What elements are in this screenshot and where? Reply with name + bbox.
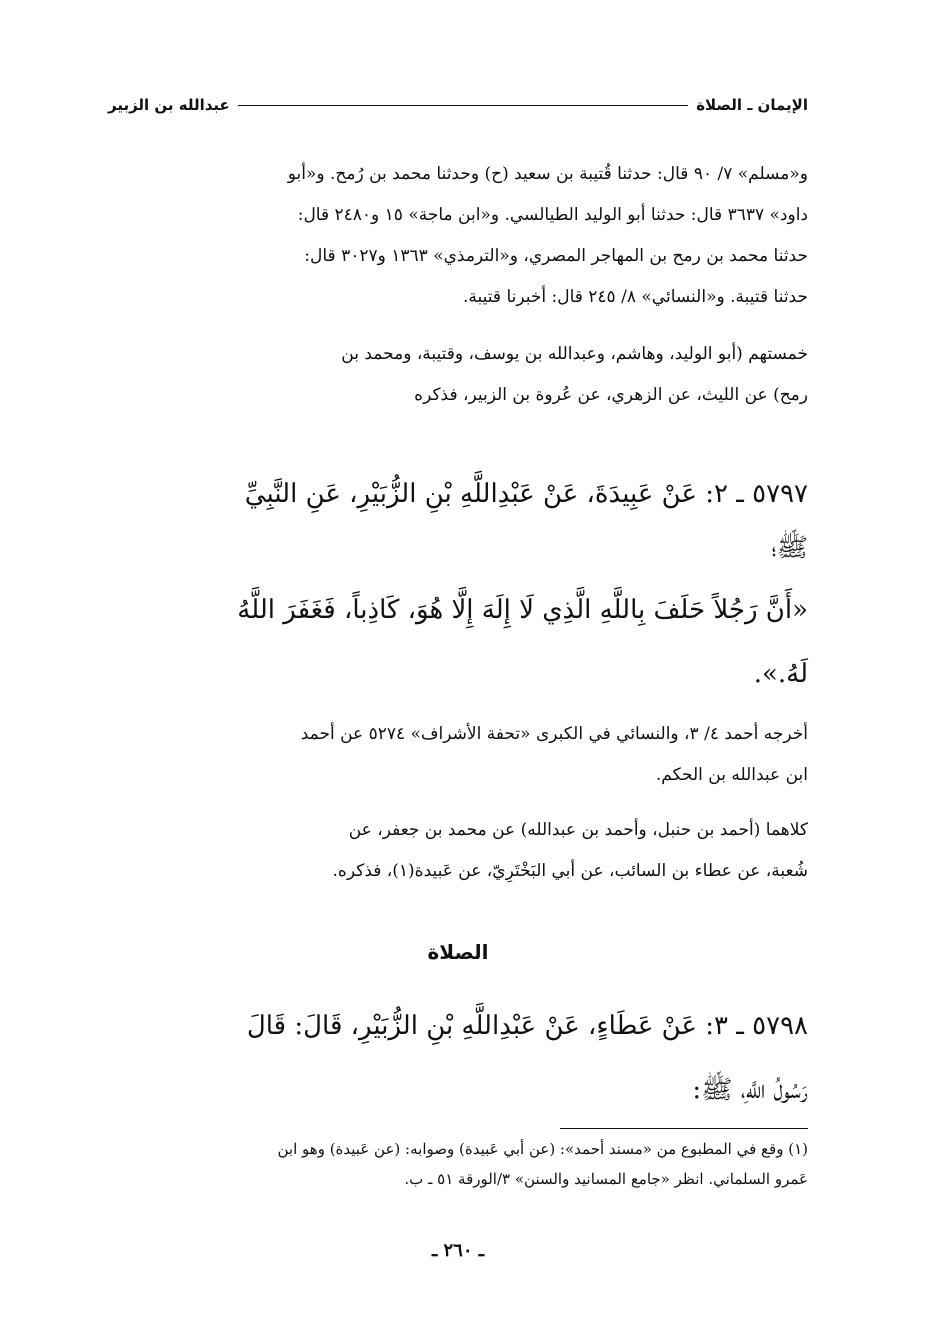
running-head-narrator: عبدالله بن الزبير: [108, 96, 230, 114]
text-line: ٥٧٩٧ ـ ٢: عَنْ عَبِيدَةَ، عَنْ عَبْدِاللَّهِ بْنِ الزُّبَيْرِ، عَنِ النَّبِيِّ: [244, 479, 808, 509]
text-line: رمح) عن الليث، عن الزهري، عن عُروة بن الزبير، فذكره: [414, 385, 808, 405]
footnote-line: (١) وقع في المطبوع من «مسند أحمد»: (عن أبي عَبيدة) وصوابه: (عن عَبيدة) وهو ابن: [277, 1140, 808, 1158]
running-head-chapter: الإيمان ـ الصلاة: [696, 96, 808, 114]
text-line: رَسُولُ اللَّهِ، ﷺ:: [692, 1075, 808, 1105]
text-line: كلاهما (أحمد بن حنبل، وأحمد بن عبدالله) عن محمد بن جعفر، عن: [348, 820, 808, 840]
text-line: شُعبة، عن عطاء بن السائب، عن أبي البَخْتَرِيّ، عن عَبيدة(١)، فذكره.: [332, 861, 808, 881]
hadith-5797-matn: [108, 578, 808, 706]
page-number: ـ ٢٦٠ ـ: [431, 1240, 485, 1261]
text-line: لَهُ.».: [753, 659, 808, 689]
footnote-separator: [560, 1128, 808, 1129]
text-line: أخرجه أحمد ٤/ ٣، والنسائي في الكبرى «تحفة الأشراف» ٥٢٧٤ عن أحمد: [300, 724, 808, 744]
hadith-5798: [108, 994, 808, 1122]
running-head-rule: [238, 105, 688, 106]
text-line: داود» ٣٦٣٧ قال: حدثنا أبو الوليد الطيالسي. و«ابن ماجة» ١٥ و٢٤٨٠ قال:: [297, 205, 808, 225]
running-head: [108, 92, 808, 118]
references-paragraph: [108, 154, 808, 318]
section-title: الصلاة: [427, 940, 489, 964]
takhrij-chain-paragraph: [108, 810, 808, 892]
text-line: و«مسلم» ٧/ ٩٠ قال: حدثنا قُتيبة بن سعيد (ح) وحدثنا محمد بن رُمح. و«أبو: [287, 164, 808, 184]
text-line: حدثنا قتيبة. و«النسائي» ٨/ ٢٤٥ قال: أخبرنا قتيبة.: [463, 287, 808, 307]
footnote: [108, 1134, 808, 1194]
footnote-line: عَمرو السلماني. انظر «جامع المسانيد والسنن» ٣/الورقة ٥١ ـ ب.: [404, 1170, 808, 1188]
text-line: ﷺ؛: [771, 533, 808, 563]
text-line: «أَنَّ رَجُلاً حَلَفَ بِاللَّهِ الَّذِي لَا إِلَهَ إِلَّا هُوَ، كَاذِباً، فَغَفَرَ اللَّهُ: [237, 595, 808, 625]
text-line: ابن عبدالله بن الحكم.: [655, 765, 808, 785]
chain-summary-paragraph: [108, 334, 808, 416]
hadith-5797-isnad: [108, 462, 808, 570]
takhrij-paragraph: [108, 714, 808, 796]
text-line: حدثنا محمد بن رمح بن المهاجر المصري، و«الترمذي» ١٣٦٣ و٣٠٢٧ قال:: [304, 246, 808, 266]
text-line: خمستهم (أبو الوليد، وهاشم، وعبدالله بن يوسف، وقتيبة، ومحمد بن: [341, 344, 808, 364]
text-line: ٥٧٩٨ ـ ٣: عَنْ عَطَاءٍ، عَنْ عَبْدِاللَّهِ بْنِ الزُّبَيْرِ، قَالَ: قَالَ: [246, 1011, 808, 1041]
